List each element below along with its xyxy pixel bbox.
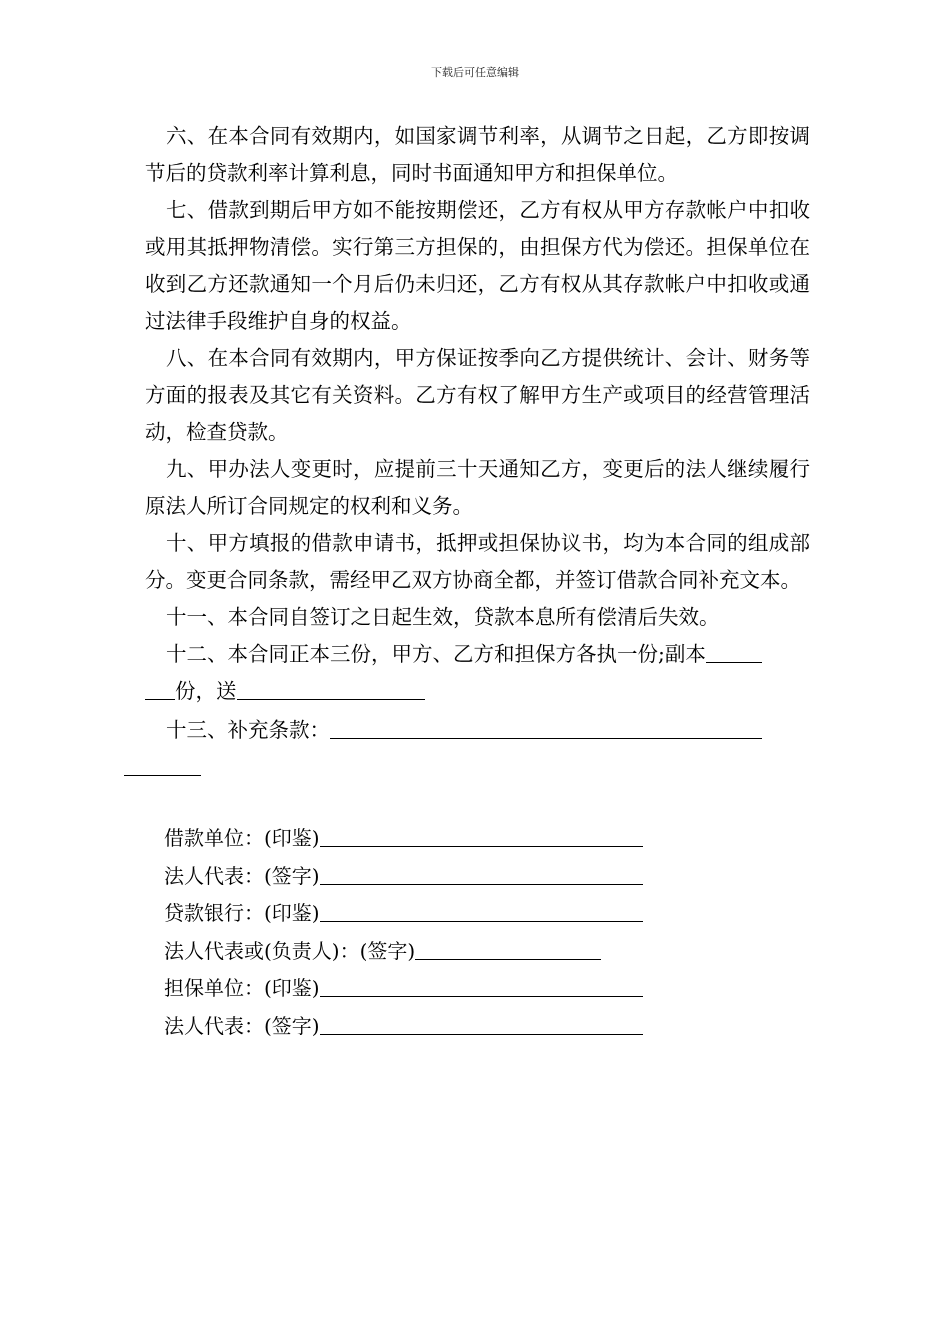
signature-line [164, 858, 764, 896]
signature-label: 法人代表：(签字) [164, 863, 320, 888]
signature-blank [320, 974, 643, 997]
signature-label: 借款单位：(印鉴) [164, 826, 320, 850]
clause-12-text: 十二、本合同正本三份，甲方、乙方和担保方各执一份;副本 [166, 642, 706, 666]
clause-12-text-continued: 份，送 [175, 679, 237, 703]
clause-9: 九、甲办法人变更时，应提前三十天通知乙方，变更后的法人继续履行原法人所订合同规定的权利和义务。 [145, 457, 810, 518]
signature-label: 法人代表：(签字) [164, 1013, 320, 1038]
clause-11: 十一、本合同自签订之日起生效，贷款本息所有偿清后失效。 [166, 605, 720, 629]
signature-blank [415, 937, 601, 960]
clause-7: 七、借款到期后甲方如不能按期偿还，乙方有权从甲方存款帐户中扣收或用其抵押物清偿。实行第三方担保的，由担保方代为偿还。担保单位在收到乙方还款通知一个月后仍未归还，乙方有权从其存款帐户中扣收或通过法律手段维护自身的权益。 [145, 198, 810, 333]
signature-label: 担保单位：(印鉴) [164, 976, 320, 1001]
signature-block [164, 820, 764, 1046]
signature-blank [320, 862, 643, 885]
clause-12 [145, 636, 810, 710]
supplementary-terms-blank-line-continued [124, 753, 201, 776]
signature-line [164, 933, 764, 971]
clause-10: 十、甲方填报的借款申请书，抵押或担保协议书，均为本合同的组成部分。变更合同条款，需经甲乙双方协商全都，并签订借款合同补充文本。 [145, 531, 810, 592]
signature-line [164, 1008, 764, 1046]
clause-8: 八、在本合同有效期内，甲方保证按季向乙方提供统计、会计、财务等方面的报表及其它有关资料。乙方有权了解甲方生产或项目的经营管理活动，检查贷款。 [145, 346, 810, 444]
clause-13 [145, 712, 810, 786]
send-to-blank-line [237, 677, 425, 700]
clause-13-label: 十三、补充条款： [166, 718, 330, 742]
signature-blank [320, 1012, 643, 1035]
signature-line [164, 895, 764, 933]
signature-label: 法人代表或(负责人)：(签字) [164, 938, 416, 963]
copies-blank-line [706, 640, 762, 663]
page-header-note: 下载后可任意编辑 [431, 66, 519, 79]
clause-6: 六、在本合同有效期内，如国家调节利率，从调节之日起，乙方即按调节后的贷款利率计算利息，同时书面通知甲方和担保单位。 [145, 124, 810, 185]
signature-blank [320, 899, 643, 922]
signature-blank [320, 824, 643, 847]
signature-line [164, 820, 764, 858]
supplementary-terms-blank-line [330, 716, 762, 739]
contract-body [145, 118, 810, 786]
signature-label: 贷款银行：(印鉴) [164, 901, 320, 926]
copies-blank-line-continued [145, 677, 175, 700]
signature-line [164, 970, 764, 1008]
